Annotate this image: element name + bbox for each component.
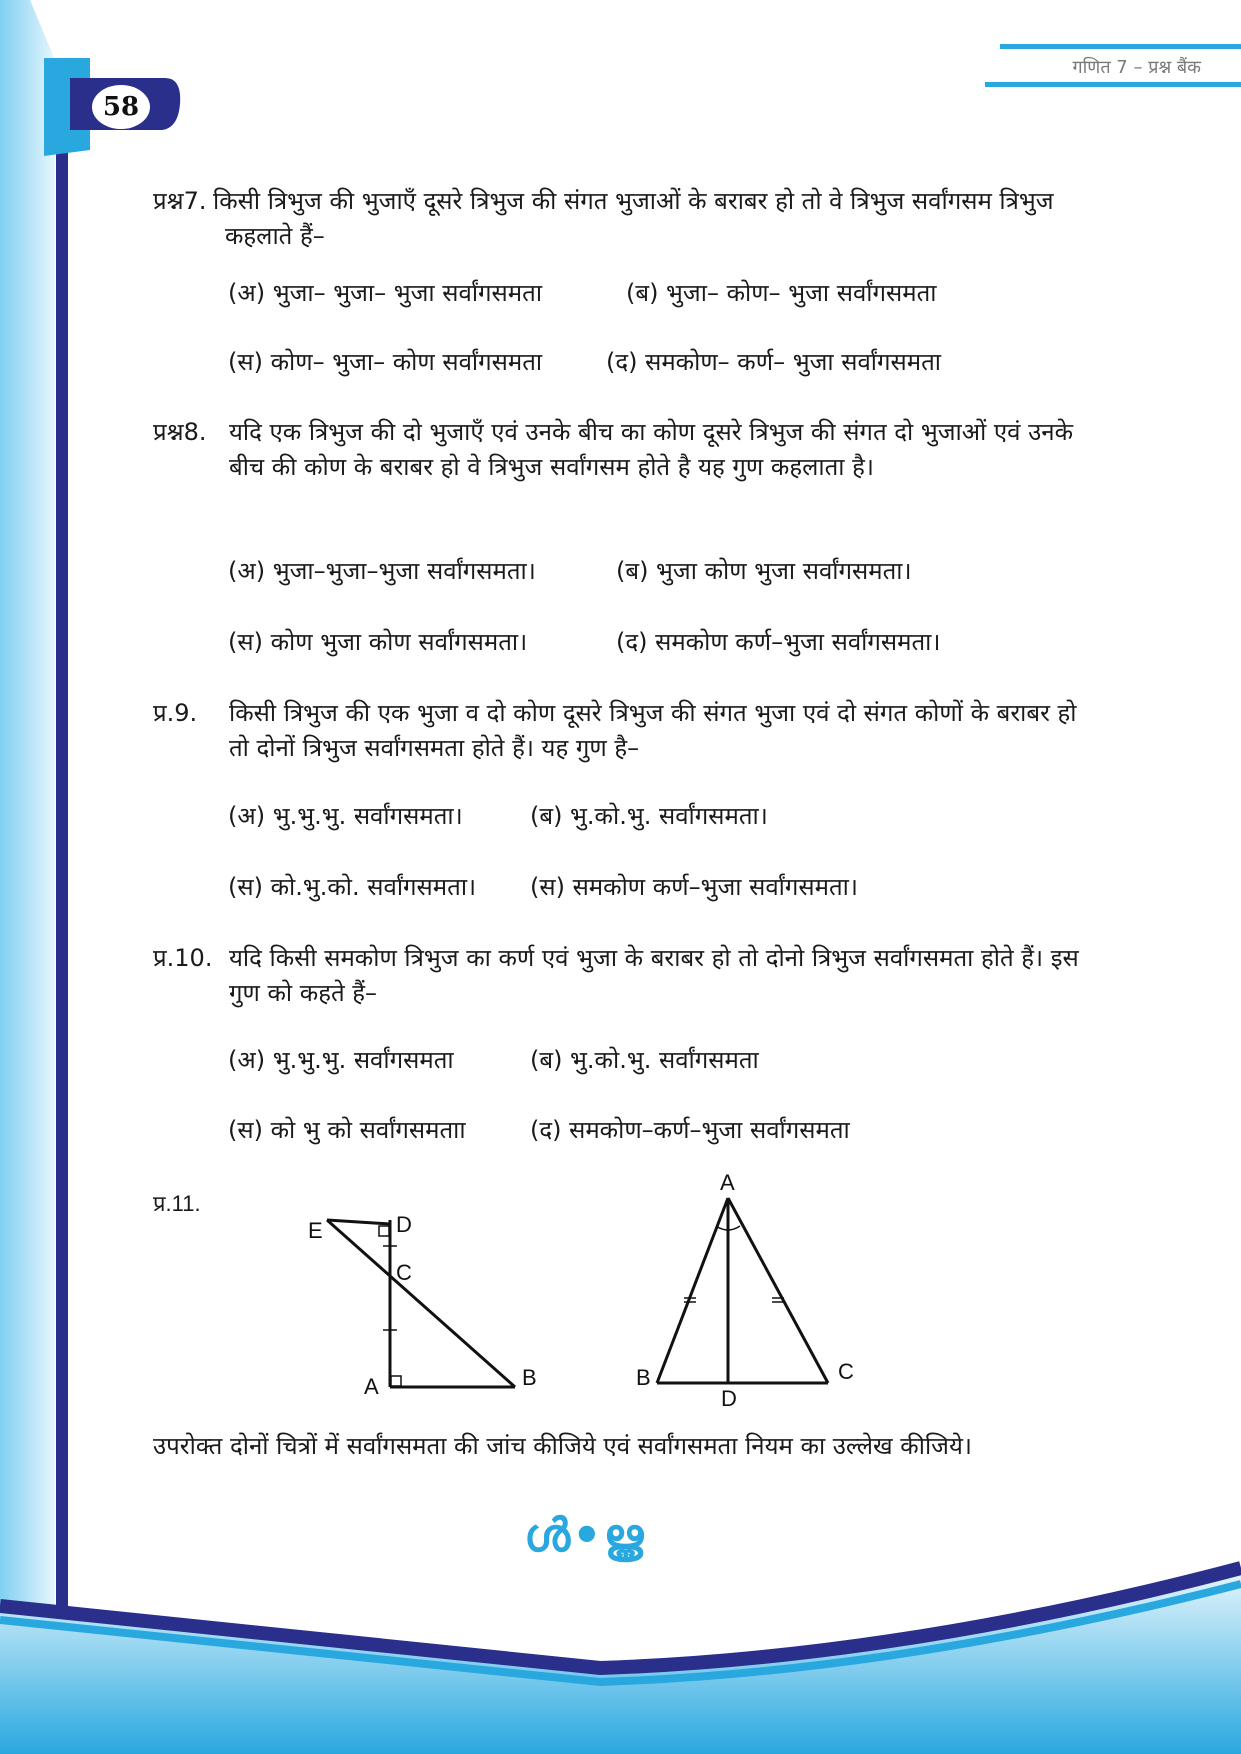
- left-gradient-strip: [0, 0, 55, 1754]
- options-row: [228, 276, 937, 310]
- option: (अ) भु.भु.भु. सर्वांगसमता: [228, 1046, 454, 1074]
- label-D: D: [721, 1386, 737, 1411]
- option: (अ) भु.भु.भु. सर्वांगसमता।: [228, 802, 463, 830]
- question-number: प्र.9.: [153, 699, 198, 727]
- header-line-bottom: [985, 82, 1241, 87]
- question-number-11: प्र.11.: [153, 1191, 201, 1216]
- label-A: A: [364, 1374, 379, 1399]
- q11-instruction: [153, 1429, 1083, 1464]
- question-text: यदि एक त्रिभुज की दो भुजाएँ एवं उनके बीच का कोण दूसरे त्रिभुज की संगत दो भुजाओं एवं उनके बीच की कोण के बराबर हो वे त्रिभुज सर्वांगसम होते है यह गुण कहलाता है।: [229, 418, 1074, 481]
- page-number: 58: [92, 85, 150, 129]
- options-row: [228, 1113, 850, 1147]
- option: (अ) भुजा–भुजा–भुजा सर्वांगसमता।: [228, 557, 536, 585]
- figure-2-triangle: [657, 1198, 828, 1383]
- question-number: प्र.10.: [153, 944, 213, 972]
- label-A: A: [720, 1170, 735, 1195]
- question-9: [153, 696, 1083, 766]
- instruction-text: उपरोक्त दोनों चित्रों में सर्वांगसमता की जांच कीजिये एवं सर्वांगसमता नियम का उल्लेख कीजिये।: [153, 1432, 972, 1460]
- option: (स) कोण– भुजा– कोण सर्वांगसमता: [228, 348, 543, 376]
- option: (ब) भु.को.भु. सर्वांगसमता: [530, 1046, 759, 1074]
- line-AC: [728, 1198, 828, 1383]
- line-AB: [657, 1198, 728, 1383]
- question-number: प्रश्न7.: [153, 187, 207, 215]
- navy-vertical-bar: [56, 60, 68, 1620]
- option: (द) समकोण कर्ण–भुजा सर्वांगसमता।: [616, 628, 941, 656]
- ornament-divider: ൾ•ൠ: [524, 1508, 646, 1562]
- question-text: किसी त्रिभुज की एक भुजा व दो कोण दूसरे त्रिभुज की संगत भुजा एवं दो संगत कोणों के बराबर हो तो दोनों त्रिभुज सर्वांगसमता होते हैं। यह गुण है–: [229, 699, 1077, 762]
- option: (ब) भुजा– कोण– भुजा सर्वांगसमता: [626, 279, 937, 307]
- option: (ब) भु.को.भु. सर्वांगसमता।: [530, 802, 768, 830]
- header-line-top: [1000, 44, 1241, 49]
- label-B: B: [636, 1365, 651, 1390]
- question-text: यदि किसी समकोण त्रिभुज का कर्ण एवं भुजा के बराबर हो तो दोनो त्रिभुज सर्वांगसमता होते हैं। इस गुण को कहते हैं–: [229, 944, 1079, 1007]
- label-B: B: [522, 1365, 537, 1390]
- option: (स) कोण भुजा कोण सर्वांगसमता।: [228, 628, 528, 656]
- question-7: [153, 184, 1083, 254]
- question-number: प्रश्न8.: [153, 418, 207, 446]
- question-text: किसी त्रिभुज की भुजाएँ दूसरे त्रिभुज की संगत भुजाओं के बराबर हो तो वे त्रिभुज सर्वांगसम त्रिभुज कहलाते हैं–: [213, 187, 1054, 250]
- option: (अ) भुजा– भुजा– भुजा सर्वांगसमता: [228, 279, 543, 307]
- option: (ब) भुजा कोण भुजा सर्वांगसमता।: [616, 557, 912, 585]
- option: (स) समकोण कर्ण–भुजा सर्वांगसमता।: [530, 873, 858, 901]
- label-D: D: [396, 1212, 412, 1237]
- question-8: [153, 415, 1083, 485]
- option: (द) समकोण– कर्ण– भुजा सर्वांगसमता: [606, 348, 942, 376]
- option: (द) समकोण–कर्ण–भुजा सर्वांगसमता: [530, 1116, 850, 1144]
- options-row: [228, 625, 940, 659]
- right-angle-D: [379, 1226, 389, 1236]
- label-C: C: [396, 1260, 412, 1285]
- q11-figures: [290, 1160, 910, 1420]
- label-C: C: [838, 1359, 854, 1384]
- options-row: [228, 870, 858, 904]
- line-EB: [327, 1220, 515, 1387]
- header-title: गणित 7 – प्रश्न बैंक: [1072, 57, 1201, 78]
- line-ED: [327, 1220, 390, 1224]
- options-row: [228, 345, 941, 379]
- options-row: [228, 799, 768, 833]
- option: (स) को भु को सर्वांगसमताा: [228, 1116, 466, 1144]
- question-10: [153, 941, 1083, 1011]
- option: (स) को.भु.को. सर्वांगसमता।: [228, 873, 477, 901]
- figure-1-triangles: [327, 1220, 515, 1387]
- label-E: E: [308, 1218, 323, 1243]
- options-row: [228, 1043, 759, 1077]
- right-angle-A: [391, 1376, 401, 1386]
- options-row: [228, 554, 912, 588]
